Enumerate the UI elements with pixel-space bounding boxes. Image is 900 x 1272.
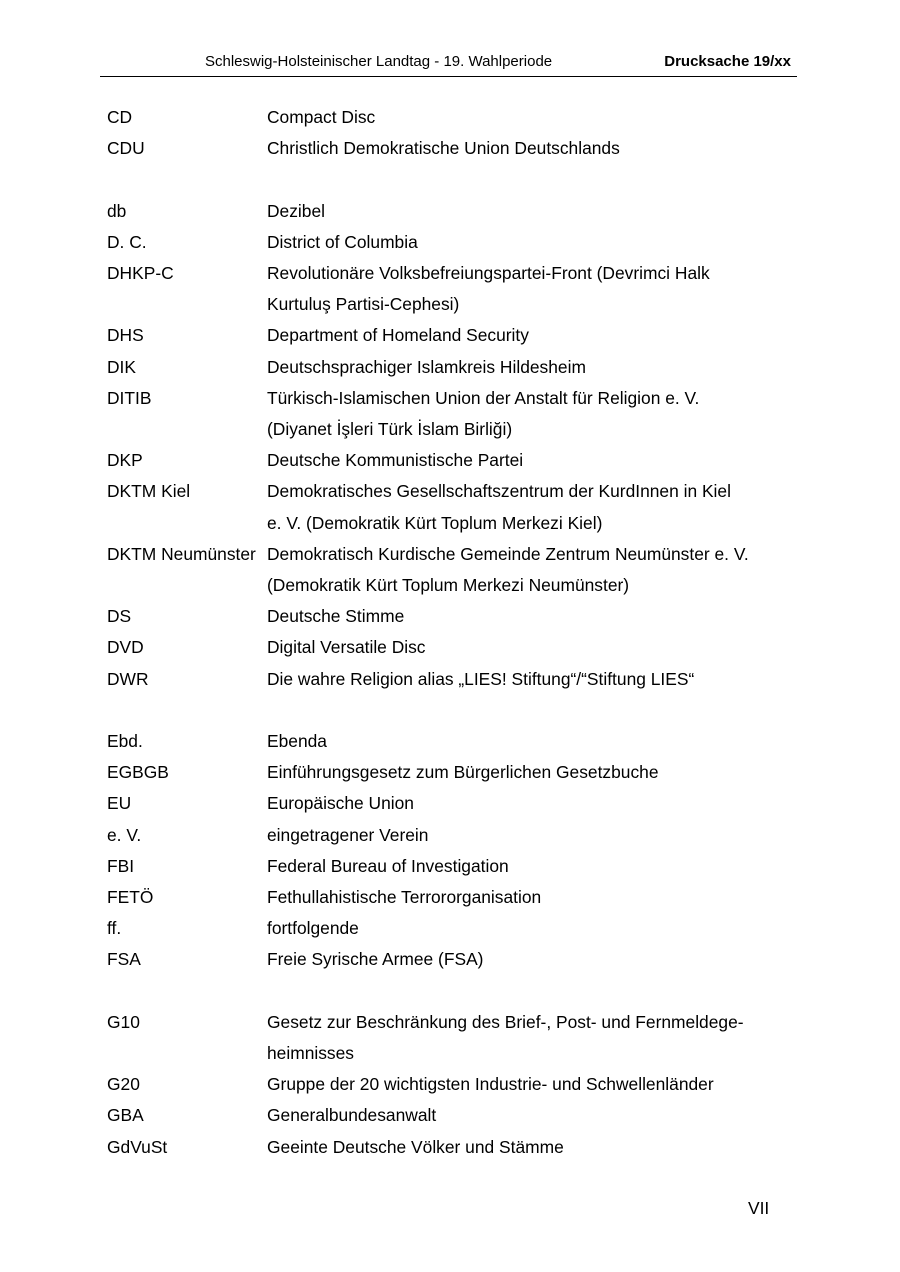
page-header	[100, 50, 797, 77]
abbreviation-term: DHS	[107, 325, 144, 346]
definition-line: Federal Bureau of Investigation	[267, 855, 509, 876]
abbreviation-row	[107, 664, 787, 695]
abbreviation-definition	[267, 383, 787, 445]
abbreviation-row	[107, 352, 787, 383]
definition-line: Freie Syrische Armee (FSA)	[267, 949, 484, 970]
definition-line: Compact Disc	[267, 107, 376, 127]
definition-line: Dezibel	[267, 200, 325, 221]
definition-line: Demokratisch Kurdische Gemeinde Zentrum Neumünster e. V.	[267, 543, 749, 564]
abbreviation-term: DVD	[107, 637, 144, 658]
abbreviation-term: G10	[107, 1011, 140, 1032]
definition-line: Fethullahistische Terrororganisation	[267, 887, 542, 908]
abbreviation-term: e. V.	[107, 824, 142, 845]
abbreviation-definition	[267, 196, 787, 227]
definition-line: Digital Versatile Disc	[267, 637, 426, 658]
abbreviation-definition	[267, 320, 787, 351]
definition-line: Deutsche Stimme	[267, 606, 405, 627]
definition-line: (Diyanet İşleri Türk İslam Birliği)	[267, 419, 513, 440]
abbreviation-row	[107, 1007, 787, 1069]
group-spacer	[107, 695, 787, 726]
definition-line: Ebenda	[267, 731, 327, 752]
definition-line: Gruppe der 20 wichtigsten Industrie- und Schwellenländer	[267, 1074, 714, 1095]
abbreviation-row	[107, 227, 787, 258]
group-spacer	[107, 976, 787, 1007]
abbreviation-definition	[267, 258, 787, 320]
abbreviation-definition	[267, 820, 787, 851]
definition-line: Department of Homeland Security	[267, 325, 529, 346]
abbreviation-definition	[267, 102, 787, 133]
definition-line: Deutsche Kommunistische Partei	[267, 450, 524, 471]
abbreviation-definition	[267, 1007, 787, 1069]
abbreviation-row	[107, 913, 787, 944]
abbreviation-term: D. C.	[107, 231, 147, 252]
definition-line: eingetragener Verein	[267, 824, 429, 845]
abbreviation-definition	[267, 757, 787, 788]
definition-line: heimnisses	[267, 1043, 354, 1064]
abbreviation-term: DS	[107, 606, 132, 627]
abbreviation-term: GBA	[107, 1105, 144, 1126]
abbreviation-term: DITIB	[107, 387, 152, 408]
abbreviation-row	[107, 102, 787, 133]
definition-line: Revolutionäre Volksbefreiungspartei-Front (Devrimci Halk	[267, 263, 710, 283]
abbreviation-definition	[267, 476, 787, 538]
definition-line: Generalbundesanwalt	[267, 1105, 437, 1126]
abbreviation-row	[107, 820, 787, 851]
definition-line: Gesetz zur Beschränkung des Brief-, Post- und Fernmeldege-	[267, 1011, 744, 1032]
abbreviation-definition	[267, 788, 787, 819]
abbreviation-definition	[267, 726, 787, 757]
definition-line: Christlich Demokratische Union Deutschlands	[267, 138, 620, 159]
abbreviation-term: FETÖ	[107, 887, 154, 908]
abbreviation-term: EU	[107, 793, 132, 814]
abbreviation-definition	[267, 851, 787, 882]
abbreviation-term: DHKP-C	[107, 263, 174, 283]
abbreviation-definition	[267, 632, 787, 663]
abbreviation-definition	[267, 539, 787, 601]
abbreviation-row	[107, 196, 787, 227]
abbreviation-term: DKTM Kiel	[107, 481, 191, 502]
drucksache-number: Drucksache 19/xx	[664, 53, 791, 70]
abbreviation-term: Ebd.	[107, 731, 143, 752]
abbreviation-definition	[267, 445, 787, 476]
definition-line: Europäische Union	[267, 793, 414, 814]
abbreviation-row	[107, 632, 787, 663]
abbreviation-definition	[267, 944, 787, 975]
abbreviation-definition	[267, 227, 787, 258]
abbreviation-term: DKP	[107, 450, 143, 471]
abbreviation-row	[107, 944, 787, 975]
abbreviation-term: CDU	[107, 138, 145, 159]
abbreviation-row	[107, 476, 787, 538]
abbreviation-definition	[267, 352, 787, 383]
abbreviation-term: FSA	[107, 949, 141, 970]
abbreviation-definition	[267, 882, 787, 913]
abbreviation-row	[107, 445, 787, 476]
definition-line: Die wahre Religion alias „LIES! Stiftung“/“Stiftung LIES“	[267, 668, 695, 689]
abbreviation-row	[107, 133, 787, 164]
definition-line: fortfolgende	[267, 918, 359, 939]
abbreviation-definition	[267, 1132, 787, 1163]
abbreviation-term: DIK	[107, 356, 136, 377]
abbreviation-term: EGBGB	[107, 762, 169, 783]
abbreviation-row	[107, 1069, 787, 1100]
abbreviation-definition	[267, 133, 787, 164]
definition-line: District of Columbia	[267, 231, 418, 252]
abbreviation-list	[107, 102, 787, 1163]
definition-line: Einführungsgesetz zum Bürgerlichen Gesetzbuche	[267, 762, 659, 783]
group-spacer	[107, 164, 787, 195]
abbreviation-term: CD	[107, 107, 133, 127]
abbreviation-row	[107, 601, 787, 632]
abbreviation-term: FBI	[107, 855, 135, 876]
abbreviation-row	[107, 726, 787, 757]
abbreviation-row	[107, 757, 787, 788]
abbreviation-row	[107, 788, 787, 819]
abbreviation-definition	[267, 1100, 787, 1131]
definition-line: (Demokratik Kürt Toplum Merkezi Neumünster)	[267, 575, 630, 596]
abbreviation-row	[107, 1132, 787, 1163]
abbreviation-definition	[267, 1069, 787, 1100]
abbreviation-definition	[267, 913, 787, 944]
abbreviation-term: ff.	[107, 918, 122, 939]
definition-line: Türkisch-Islamischen Union der Anstalt für Religion e. V.	[267, 387, 700, 408]
abbreviation-row	[107, 882, 787, 913]
definition-line: Geeinte Deutsche Völker und Stämme	[267, 1136, 564, 1157]
abbreviation-term: G20	[107, 1074, 140, 1095]
abbreviation-row	[107, 258, 787, 320]
abbreviation-row	[107, 320, 787, 351]
page-number: VII	[748, 1198, 770, 1218]
abbreviation-term: GdVuSt	[107, 1136, 168, 1157]
abbreviation-definition	[267, 601, 787, 632]
abbreviation-row	[107, 539, 787, 601]
abbreviation-row	[107, 383, 787, 445]
abbreviation-term: DKTM Neumünster	[107, 543, 256, 564]
header-title: Schleswig-Holsteinischer Landtag - 19. Wahlperiode	[205, 53, 553, 70]
abbreviation-row	[107, 1100, 787, 1131]
abbreviation-definition	[267, 664, 787, 695]
definition-line: e. V. (Demokratik Kürt Toplum Merkezi Kiel)	[267, 512, 603, 533]
abbreviation-term: db	[107, 200, 127, 221]
abbreviation-row	[107, 851, 787, 882]
abbreviation-term: DWR	[107, 668, 149, 689]
definition-line: Demokratisches Gesellschaftszentrum der KurdInnen in Kiel	[267, 481, 731, 502]
definition-line: Kurtuluş Partisi-Cephesi)	[267, 294, 460, 315]
definition-line: Deutschsprachiger Islamkreis Hildesheim	[267, 356, 586, 377]
